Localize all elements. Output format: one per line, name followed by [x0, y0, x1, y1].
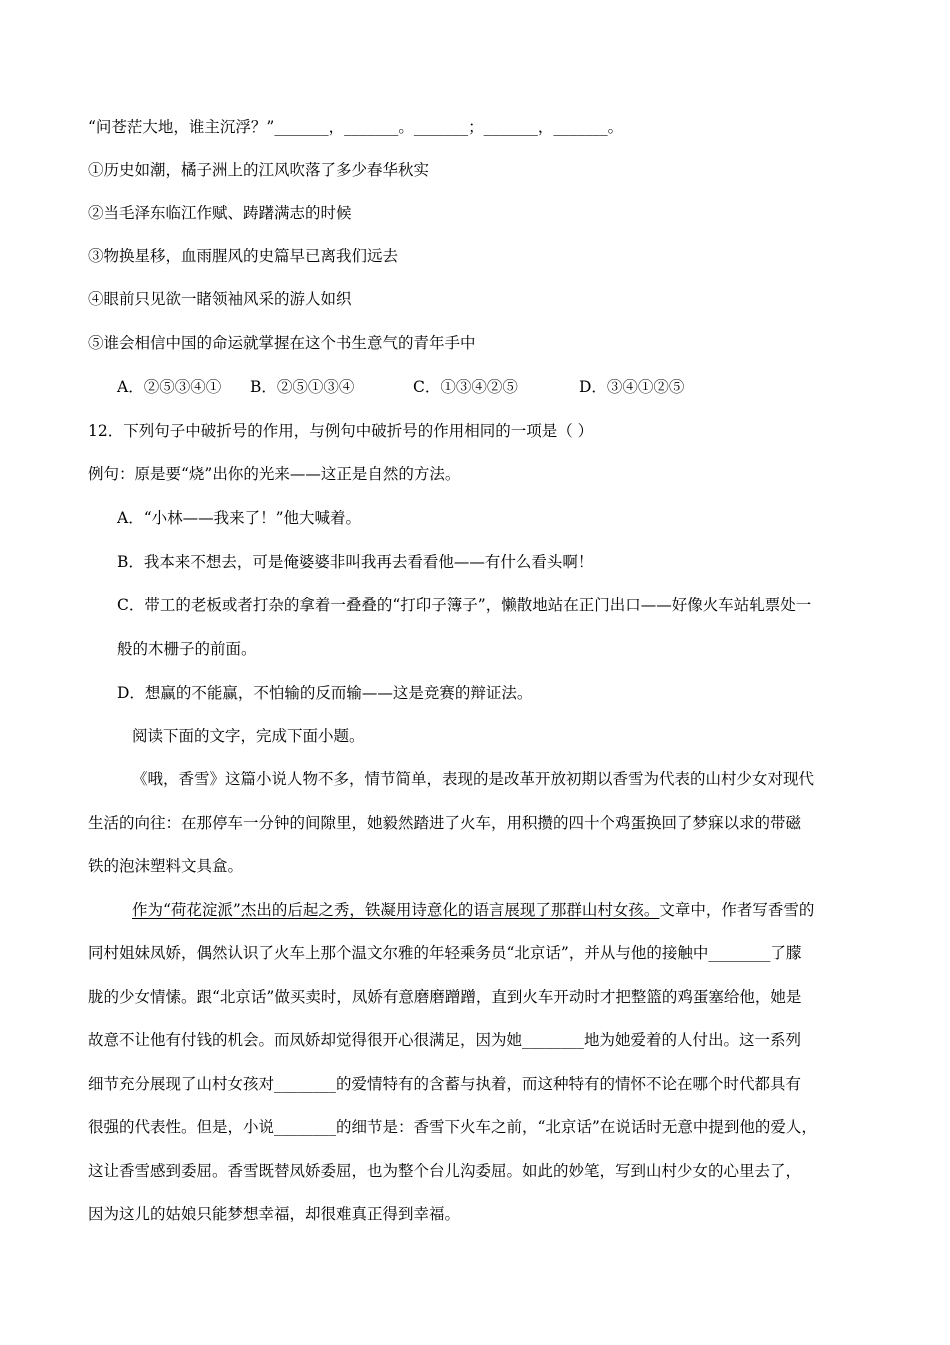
question-11-stem: “问苍茫大地，谁主沉浮？”_______，_______。_______；_______，_______。	[88, 118, 624, 136]
passage-p2-line-7: 这让香雪感到委屈。香雪既替凤娇委屈，也为整个台儿沟委屈。如此的妙笔，写到山村少女的心里去了，	[88, 1162, 802, 1180]
passage-p2-line-1	[132, 900, 814, 920]
option-b[interactable]: B．②⑤①③④	[250, 378, 355, 396]
sentence-item-2: ②当毛泽东临江作赋、踌躇满志的时候	[88, 204, 352, 222]
underlined-sentence: 作为“荷花淀派”杰出的后起之秀，铁凝用诗意化的语言展现了那群山村女孩。	[132, 901, 660, 919]
passage-p1-line-2: 生活的向往：在那停车一分钟的间隙里，她毅然踏进了火车，用积攒的四十个鸡蛋换回了梦寐以求的带磁	[88, 814, 802, 832]
question-12-option-c[interactable]: C．带工的老板或者打杂的拿着一叠叠的“打印子簿子”，懒散地站在正门出口——好像火车站轧票处一	[117, 596, 812, 614]
passage-p2-line-6: 很强的代表性。但是，小说________的细节是：香雪下火车之前，“北京话”在说话时无意中提到他的爱人，	[88, 1118, 817, 1136]
sentence-item-1: ①历史如潮，橘子洲上的江风吹落了多少春华秋实	[88, 161, 430, 179]
passage-p2-line-5: 细节充分展现了山村女孩对________的爱情特有的含蓄与执着，而这种特有的情怀不论在哪个时代都具有	[88, 1075, 802, 1093]
sentence-item-5: ⑤谁会相信中国的命运就掌握在这个书生意气的青年手中	[88, 334, 476, 352]
sentence-item-4: ④眼前只见欲一睹领袖风采的游人如织	[88, 290, 352, 308]
passage-p2-line-2: 同村姐妹凤娇，偶然认识了火车上那个温文尔雅的年轻乘务员“北京话”，并从与他的接触中________了朦	[88, 944, 802, 962]
option-d[interactable]: D．③④①②⑤	[579, 378, 685, 396]
passage-p2-line-4: 故意不让他有付钱的机会。而凤娇却觉得很开心很满足，因为她________地为她爱着的人付出。这一系列	[88, 1031, 802, 1049]
question-12-option-b[interactable]: B．我本来不想去，可是俺婆婆非叫我再去看看他——有什么看头啊！	[117, 553, 594, 571]
passage-p2-line-1-rest: 文章中，作者写香雪的	[659, 901, 815, 919]
question-12-option-a[interactable]: A．“小林——我来了！”他大喊着。	[117, 509, 362, 527]
passage-p1-line-1: 《哦，香雪》这篇小说人物不多，情节简单，表现的是改革开放初期以香雪为代表的山村少女对现代	[132, 770, 815, 788]
question-12-option-c-continued: 般的木栅子的前面。	[117, 640, 257, 658]
passage-p2-line-3: 胧的少女情愫。跟“北京话”做买卖时，凤娇有意磨磨蹭蹭，直到火车开动时才把整篮的鸡蛋塞给他，她是	[88, 988, 802, 1006]
question-11-options	[117, 377, 684, 397]
question-12-option-d[interactable]: D．想赢的不能赢，不怕输的反而输——这是竞赛的辩证法。	[117, 684, 533, 702]
question-12-stem: 12．下列句子中破折号的作用，与例句中破折号的作用相同的一项是（ ）	[88, 422, 594, 440]
passage-p2-line-8: 因为这儿的姑娘只能梦想幸福，却很难真正得到幸福。	[88, 1205, 461, 1223]
option-c[interactable]: C．①③④②⑤	[413, 378, 518, 396]
passage-p1-line-3: 铁的泡沫塑料文具盒。	[88, 857, 244, 875]
sentence-item-3: ③物换星移，血雨腥风的史篇早已离我们远去	[88, 247, 399, 265]
reading-instruction: 阅读下面的文字，完成下面小题。	[132, 727, 365, 745]
question-12-example: 例句：原是要“烧”出你的光来——这正是自然的方法。	[88, 465, 461, 483]
option-a[interactable]: A．②⑤③④①	[117, 378, 222, 396]
